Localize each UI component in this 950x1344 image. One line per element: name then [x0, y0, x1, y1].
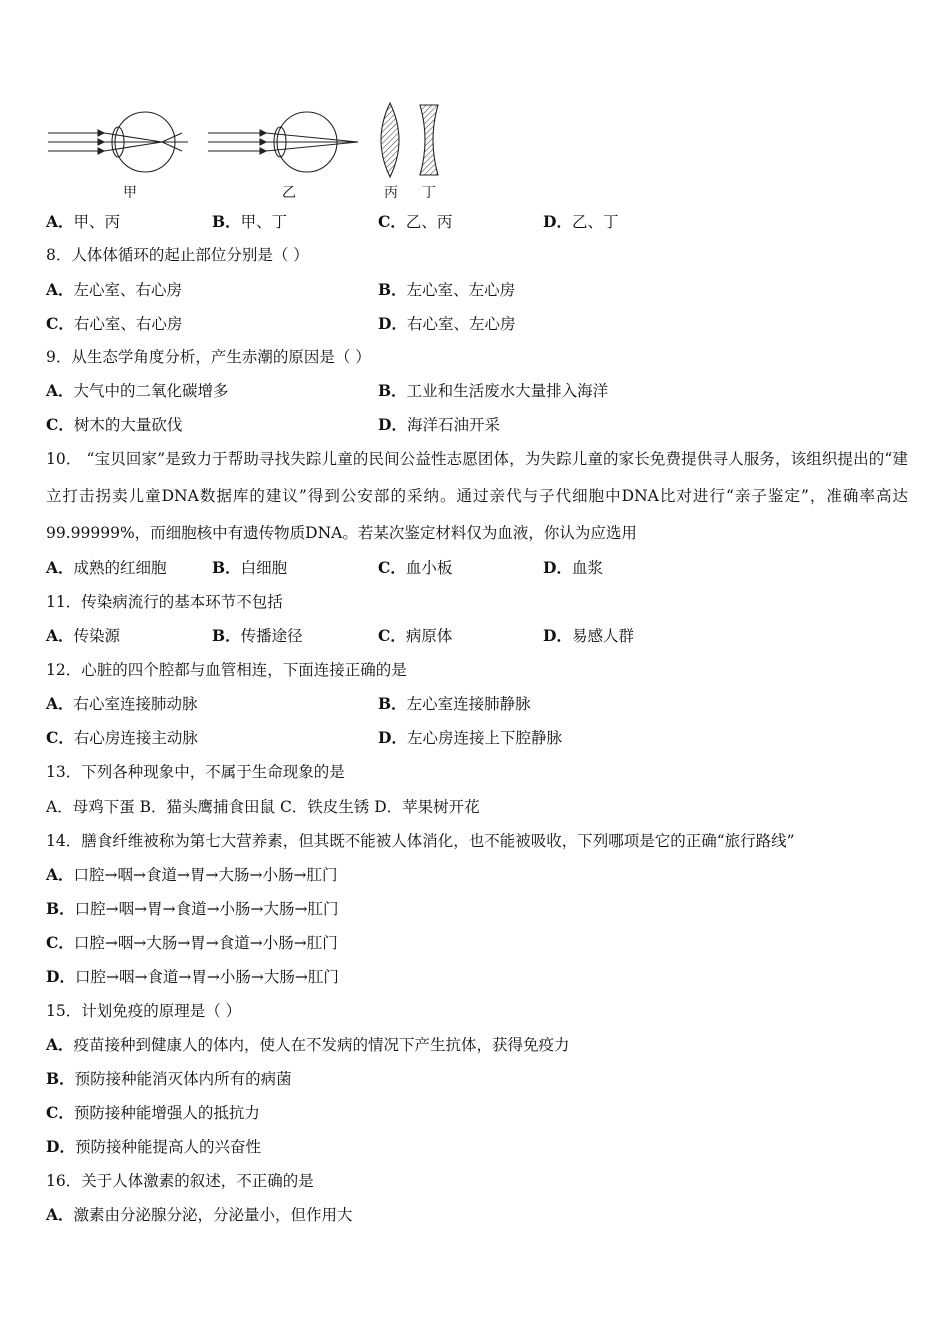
- q7-option-c: C．乙、丙: [378, 212, 453, 231]
- q12-option-b: B．左心室连接肺静脉: [378, 694, 531, 713]
- q11-option-d: D．易感人群: [543, 626, 634, 645]
- figure-label-bing: 丙: [384, 185, 398, 201]
- q8-option-d: D．右心室、左心房: [378, 314, 516, 333]
- q12-option-c: C．右心房连接主动脉: [46, 728, 198, 747]
- q14-option-c: C．口腔→咽→大肠→胃→食道→小肠→肛门: [46, 933, 338, 952]
- q9-option-a: A．大气中的二氧化碳增多: [46, 381, 229, 400]
- q11-stem: 11．传染病流行的基本环节不包括: [46, 593, 283, 611]
- q10-option-d: D．血浆: [543, 558, 603, 577]
- q10-option-b: B．白细胞: [212, 558, 288, 577]
- concave-lens-ding: [420, 105, 438, 175]
- q12-option-a: A．右心室连接肺动脉: [46, 694, 198, 713]
- q11-option-c: C．病原体: [378, 626, 453, 645]
- q15-option-d: D．预防接种能提高人的兴奋性: [46, 1137, 261, 1156]
- q9-option-d: D．海洋石油开采: [378, 415, 500, 434]
- eye-diagram-yi: [208, 112, 358, 172]
- q14-stem: 14．膳食纤维被称为第七大营养素，但其既不能被人体消化，也不能被吸收，下列哪项是它的正确“旅行路线”: [46, 832, 795, 850]
- q14-option-a: A．口腔→咽→食道→胃→大肠→小肠→肛门: [46, 865, 338, 884]
- figure-label-ding: 丁: [422, 185, 436, 201]
- convex-lens-bing: [381, 103, 399, 177]
- q10-option-a: A．成熟的红细胞: [46, 558, 167, 577]
- q12-option-d: D．左心房连接上下腔静脉: [378, 728, 562, 747]
- q14-option-b: B．口腔→咽→胃→食道→小肠→大肠→肛门: [46, 899, 339, 918]
- q10-stem: 10． “宝贝回家”是致力于帮助寻找失踪儿童的民间公益性志愿团体，为失踪儿童的家长免费提供寻人服务，该组织提出的“建立打击拐卖儿童DNA数据库的建议”得到公安部的采纳。通过亲代与子代细胞中DNA比对进行“亲子鉴定”，准确率高达99.99999%，而细胞核中有遗传物质DNA。若某次鉴定材料仅为血液，你认为应选用: [46, 450, 908, 542]
- q16-option-a: A．激素由分泌腺分泌，分泌量小，但作用大: [46, 1205, 353, 1224]
- q9-option-b: B．工业和生活废水大量排入海洋: [378, 381, 609, 400]
- q10-option-c: C．血小板: [378, 558, 453, 577]
- q8-option-c: C．右心室、右心房: [46, 314, 183, 333]
- q9-option-c: C．树木的大量砍伐: [46, 415, 183, 434]
- figure-label-jia: 甲: [123, 185, 137, 201]
- q8-option-b: B．左心室、左心房: [378, 280, 516, 299]
- q13-options: A．母鸡下蛋 B．猫头鹰捕食田鼠 C．铁皮生锈 D．苹果树开花: [46, 798, 480, 816]
- eye-diagram-jia: [48, 112, 188, 172]
- q15-option-c: C．预防接种能增强人的抵抗力: [46, 1103, 260, 1122]
- q7-option-d: D．乙、丁: [543, 212, 619, 231]
- q8-stem: 8．人体体循环的起止部位分别是（ ）: [46, 246, 309, 264]
- q12-stem: 12．心脏的四个腔都与血管相连，下面连接正确的是: [46, 661, 407, 679]
- q15-option-b: B．预防接种能消灭体内所有的病菌: [46, 1069, 292, 1088]
- q11-option-b: B．传播途径: [212, 626, 303, 645]
- q14-option-d: D．口腔→咽→食道→胃→小肠→大肠→肛门: [46, 967, 339, 986]
- q7-option-a: A．甲、丙: [46, 212, 121, 231]
- q7-option-b: B．甲、丁: [212, 212, 288, 231]
- q15-stem: 15．计划免疫的原理是（ ）: [46, 1002, 242, 1020]
- figure-label-yi: 乙: [282, 185, 296, 201]
- q11-option-a: A．传染源: [46, 626, 121, 645]
- q13-stem: 13．下列各种现象中，不属于生命现象的是: [46, 763, 345, 781]
- q9-stem: 9．从生态学角度分析，产生赤潮的原因是（ ）: [46, 348, 371, 366]
- q16-stem: 16．关于人体激素的叙述，不正确的是: [46, 1172, 314, 1190]
- q15-option-a: A．疫苗接种到健康人的体内，使人在不发病的情况下产生抗体，获得免疫力: [46, 1035, 570, 1054]
- q8-option-a: A．左心室、右心房: [46, 280, 183, 299]
